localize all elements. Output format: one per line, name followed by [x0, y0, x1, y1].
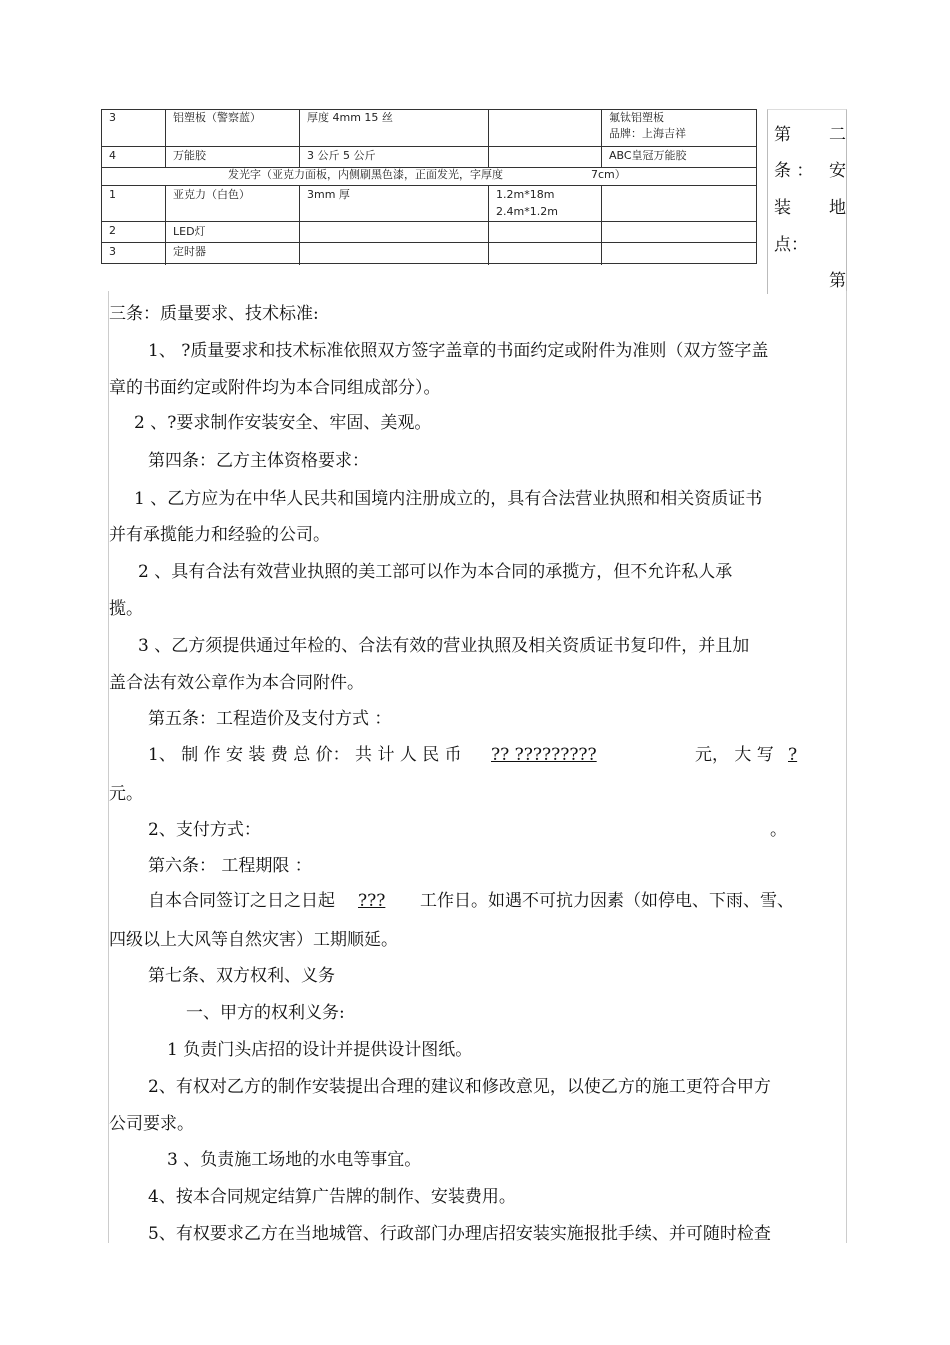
body-line: 并有承揽能力和经验的公司。 [109, 525, 330, 545]
table-rule [102, 146, 756, 147]
table-cell: 氟钛铝塑板 [609, 111, 664, 124]
body-line: 四级以上大风等自然灾害）工期顺延。 [109, 930, 398, 950]
body-line: 揽。 [109, 599, 143, 619]
body-line: 1 、乙方应为在中华人民共和国境内注册成立的，具有合法营业执照和相关资质证书 [134, 489, 763, 509]
side-text: 二 [829, 125, 846, 145]
table-col-rule [488, 110, 489, 167]
body-line: 一、甲方的权利义务: [186, 1003, 345, 1023]
table-col-rule [165, 110, 166, 167]
work-days-field: ??? [358, 891, 386, 911]
body-line: 。 [770, 820, 787, 840]
side-text: 安 [829, 161, 846, 181]
table-col-rule [165, 185, 166, 265]
body-line: 1、 制 作 安 装 费 总 价： 共 计 人 民 币 [148, 745, 462, 765]
body-line: 第七条、双方权利、义务 [148, 966, 335, 986]
table-cell: 品牌：上海吉祥 [609, 127, 686, 140]
table-rule [102, 185, 756, 186]
table-cell: 万能胶 [173, 149, 206, 162]
body-line: 第五条：工程造价及支付方式 ： [148, 709, 392, 729]
table-col-rule [299, 110, 300, 167]
body-line: 5、有权要求乙方在当地城管、行政部门办理店招安装实施报批手续、并可随时检查 [148, 1224, 771, 1244]
body-line: 第六条： 工程期限 ： [148, 856, 312, 876]
table-cell: 3mm 厚 [307, 188, 350, 201]
table-col-rule [299, 185, 300, 265]
body-line: 4、按本合同规定结算广告牌的制作、安装费用。 [148, 1187, 516, 1207]
amount-in-words-field: ? [788, 745, 798, 765]
table-col-rule [488, 185, 489, 265]
body-line: 3 、负责施工场地的水电等事宜。 [167, 1150, 422, 1170]
table-cell: 亚克力（白色） [173, 188, 250, 201]
total-price-field: ?? ????????? [491, 745, 597, 765]
side-text: 点： [774, 235, 808, 255]
table-cell: 4 [109, 149, 116, 162]
body-line: 第四条：乙方主体资格要求： [148, 451, 369, 471]
table-rule [102, 242, 756, 243]
table-col-rule [601, 185, 602, 265]
body-line: 三条：质量要求、技术标准: [109, 304, 319, 324]
body-line: 自本合同签订之日之日起 [148, 891, 335, 911]
body-line: 工作日。如遇不可抗力因素（如停电、下雨、雪、 [420, 891, 794, 911]
body-line: 公司要求。 [109, 1114, 194, 1134]
table-section-label: 发光字（亚克力面板，内侧刷黑色漆，正面发光，字厚度 [228, 168, 503, 181]
table-cell: 3 [109, 245, 116, 258]
table-cell: ABC皇冠万能胶 [609, 149, 687, 162]
side-text: 装 [774, 198, 791, 218]
body-line: 3 、乙方须提供通过年检的、合法有效的营业执照及相关资质证书复印件，并且加 [138, 636, 750, 656]
side-text: 第 [829, 271, 846, 291]
body-line: 元， 大 写 [695, 745, 774, 765]
table-cell: 2 [109, 224, 116, 237]
body-line: 2 、具有合法有效营业执照的美工部可以作为本合同的承揽方，但不允许私人承 [138, 562, 733, 582]
page-frame-left [108, 291, 109, 1243]
table-cell: 3 [109, 111, 116, 124]
table-cell: 定时器 [173, 245, 206, 258]
table-section-label: 7cm） [591, 168, 626, 181]
table-rule [102, 221, 756, 222]
side-text: 条 ： [774, 161, 814, 181]
body-line: 盖合法有效公章作为本合同附件。 [109, 673, 364, 693]
body-line: 2、有权对乙方的制作安装提出合理的建议和修改意见，以使乙方的施工更符合甲方 [148, 1077, 771, 1097]
body-line: 1 负责门头店招的设计并提供设计图纸。 [167, 1040, 473, 1060]
materials-table [101, 109, 757, 264]
table-cell: 3 公斤 5 公斤 [307, 149, 376, 162]
body-line: 元。 [109, 784, 143, 804]
table-cell: 铝塑板（警察蓝） [173, 111, 261, 124]
page-frame-right [846, 291, 847, 1243]
body-line: 2、支付方式： [148, 820, 261, 840]
table-cell: LED灯 [173, 225, 206, 238]
table-cell: 1.2m*18m [496, 188, 555, 201]
body-line: 章的书面约定或附件均为本合同组成部分）。 [109, 378, 441, 398]
table-cell: 1 [109, 188, 116, 201]
side-text: 第 [774, 125, 791, 145]
side-text: 地 [829, 198, 846, 218]
table-cell: 厚度 4mm 15 丝 [307, 111, 393, 124]
body-line: 2 、?要求制作安装安全、牢固、美观。 [134, 413, 432, 433]
table-col-rule [601, 110, 602, 167]
body-line: 1、 ?质量要求和技术标准依照双方签字盖章的书面约定或附件为准则（双方签字盖 [148, 341, 769, 361]
table-cell: 2.4m*1.2m [496, 205, 558, 218]
